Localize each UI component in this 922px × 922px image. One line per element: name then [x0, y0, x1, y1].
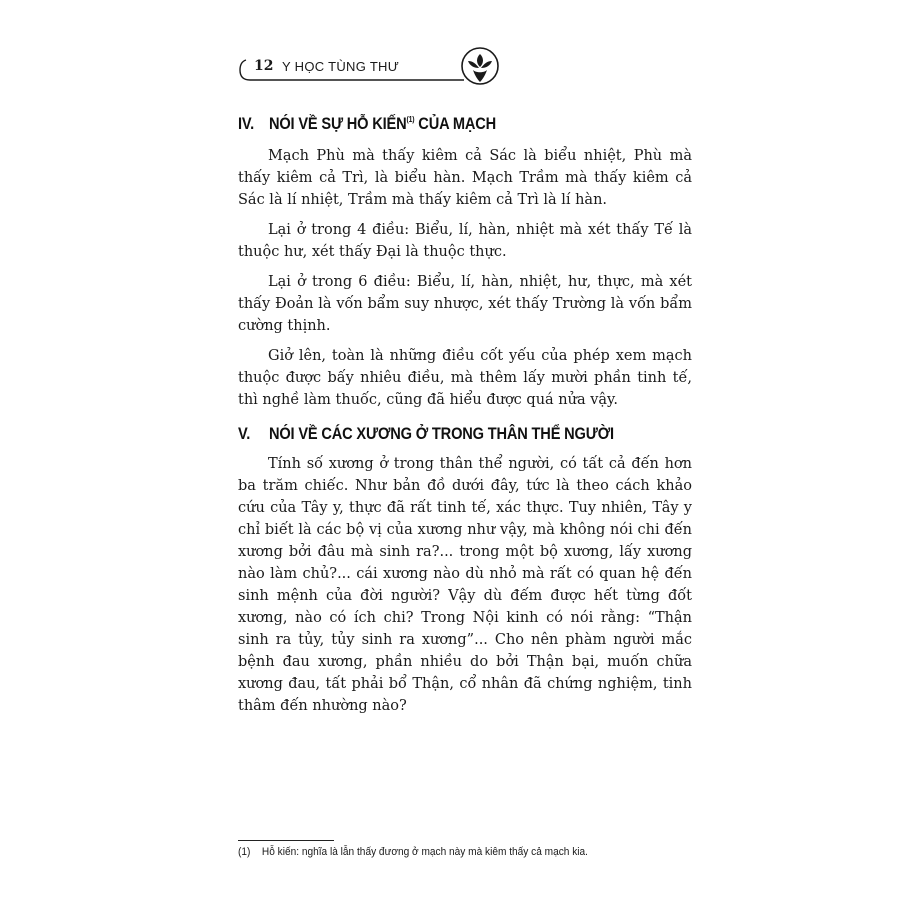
footnote-divider — [238, 840, 334, 841]
paragraph: Mạch Phù mà thấy kiêm cả Sác là biểu nhiệt, Phù mà thấy kiêm cả Trì, là biểu hàn. Mạch Trầm mà thấy kiêm cả Sác là lí nhiệt, Trầm mà thấy kiêm cả Trì là lí hàn. — [238, 148, 692, 208]
paragraph: Lại ở trong 6 điều: Biểu, lí, hàn, nhiệt, hư, thực, mà xét thấy Đoản là vốn bẩm suy nhược, xét thấy Trường là vốn bẩm cường thịnh. — [238, 274, 692, 334]
footnote-reference[interactable]: (1) — [406, 115, 415, 124]
section-title: NÓI VỀ SỰ HỖ KIẾN — [268, 114, 407, 133]
running-header — [238, 50, 500, 84]
paragraph: Lại ở trong 4 điều: Biểu, lí, hàn, nhiệt mà xét thấy Tế là thuộc hư, xét thấy Đại là thuộc thực. — [238, 222, 692, 260]
lotus-hand-logo-icon — [460, 46, 500, 86]
section-number: IV. — [238, 114, 255, 133]
section-heading-v — [238, 424, 614, 444]
section-v-body — [238, 453, 692, 725]
section-title: NÓI VỀ CÁC XƯƠNG Ở TRONG THÂN THỂ NGƯỜI — [268, 424, 614, 443]
book-title: Y HỌC TÙNG THƯ — [282, 59, 400, 74]
section-iv-body — [238, 145, 692, 419]
section-heading-iv — [238, 114, 496, 134]
page-number: 12 — [254, 58, 274, 74]
section-title-continued: CỦA MẠCH — [414, 114, 496, 133]
footnote — [238, 846, 588, 858]
section-number: V. — [238, 424, 251, 443]
paragraph: Tính số xương ở trong thân thể người, có tất cả đến hơn ba trăm chiếc. Như bản đồ dưới đây, tức là theo cách khảo cứu của Tây y, thực đã rất tinh tế, xác thực. Tuy nhiên, Tây y chỉ biết là các bộ vị của xương như vậy, mà không nói chi đến xương bởi đâu mà sinh ra?... trong một bộ xương, lấy xương nào làm chủ?... cái xương nào dù nhỏ mà rất có quan hệ đến sinh mệnh của đời người? Vậy dù đếm được hết từng đốt xương, nào có ích chi? Trong Nội kinh có nói rằng: “Thận sinh ra tủy, tủy sinh ra xương”... Cho nên phàm người mắc bệnh đau xương, phần nhiều do bởi Thận bại, muốn chữa xương đau, tất phải bổ Thận, cổ nhân đã chứng nghiệm, tinh thâm đến nhường nào? — [238, 456, 692, 714]
footnote-mark: (1) — [238, 846, 251, 858]
footnote-text: Hỗ kiến: nghĩa là lẫn thấy đương ở mạch này mà kiêm thấy cả mạch kia. — [261, 846, 588, 858]
paragraph: Giở lên, toàn là những điều cốt yếu của phép xem mạch thuộc được bấy nhiêu điều, mà thêm lấy mười phần tinh tế, thì nghề làm thuốc, cũng đã hiểu được quá nửa vậy. — [238, 348, 692, 408]
